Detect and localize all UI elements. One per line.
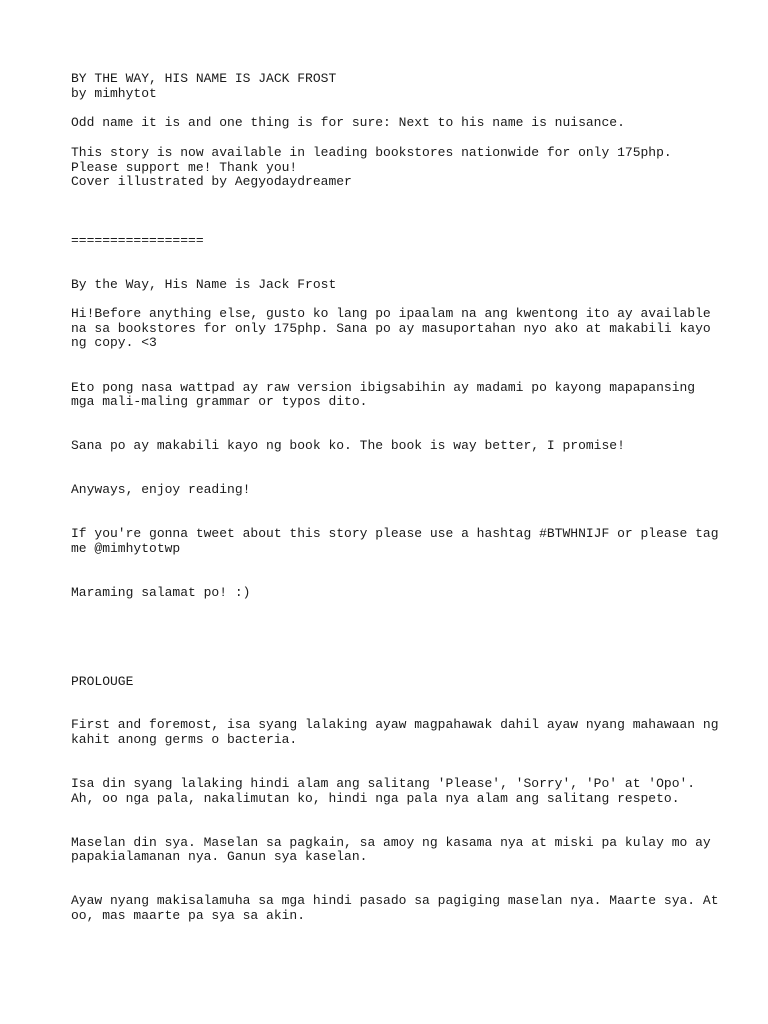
prologue-paragraph-line: Maselan din sya. Maselan sa pagkain, sa amoy ng kasama nya at miski pa kulay mo ay [71,835,711,850]
intro-paragraph-line: me @mimhytotwp [71,541,181,556]
prologue-paragraph-line: oo, mas maarte pa sya sa akin. [71,908,306,923]
intro-paragraph-line: Sana po ay makabili kayo ng book ko. The book is way better, I promise! [71,438,625,453]
story-tagline: Odd name it is and one thing is for sure: Next to his name is nuisance. [71,115,625,130]
intro-paragraph-line: mga mali-maling grammar or typos dito. [71,394,368,409]
intro-paragraph-line: If you're gonna tweet about this story please use a hashtag #BTWHNIJF or please tag [71,526,719,541]
story-title: BY THE WAY, HIS NAME IS JACK FROST [71,71,337,86]
prologue-paragraph-line: Ah, oo nga pala, nakalimutan ko, hindi nga pala nya alam ang salitang respeto. [71,791,680,806]
intro-paragraph-line: Maraming salamat po! :) [71,585,251,600]
prologue-paragraph-line: Isa din syang lalaking hindi alam ang salitang 'Please', 'Sorry', 'Po' at 'Opo'. [71,776,696,791]
prologue-heading: PROLOUGE [71,674,134,689]
availability-line: This story is now available in leading bookstores nationwide for only 175php. [71,145,672,160]
prologue-paragraph-line: First and foremost, isa syang lalaking ayaw magpahawak dahil ayaw nyang mahawaan ng [71,717,719,732]
availability-line: Cover illustrated by Aegyodaydreamer [71,174,352,189]
prologue-paragraph-line: kahit anong germs o bacteria. [71,732,298,747]
story-byline: by mimhytot [71,86,157,101]
intro-paragraph-line: Eto pong nasa wattpad ay raw version ibigsabihin ay madami po kayong mapapansing [71,380,696,395]
intro-paragraph-line: na sa bookstores for only 175php. Sana po ay masuportahan nyo ako at makabili kayo [71,321,711,336]
intro-paragraph-line: Hi!Before anything else, gusto ko lang po ipaalam na ang kwentong ito ay available [71,306,711,321]
intro-paragraph-line: ng copy. <3 [71,335,157,350]
prologue-paragraph-line: Ayaw nyang makisalamuha sa mga hindi pasado sa pagiging maselan nya. Maarte sya. At [71,893,719,908]
intro-heading: By the Way, His Name is Jack Frost [71,277,337,292]
intro-paragraph-line: Anyways, enjoy reading! [71,482,251,497]
section-divider: ================= [71,233,204,248]
prologue-paragraph-line: papakialamanan nya. Ganun sya kaselan. [71,849,368,864]
availability-line: Please support me! Thank you! [71,160,298,175]
